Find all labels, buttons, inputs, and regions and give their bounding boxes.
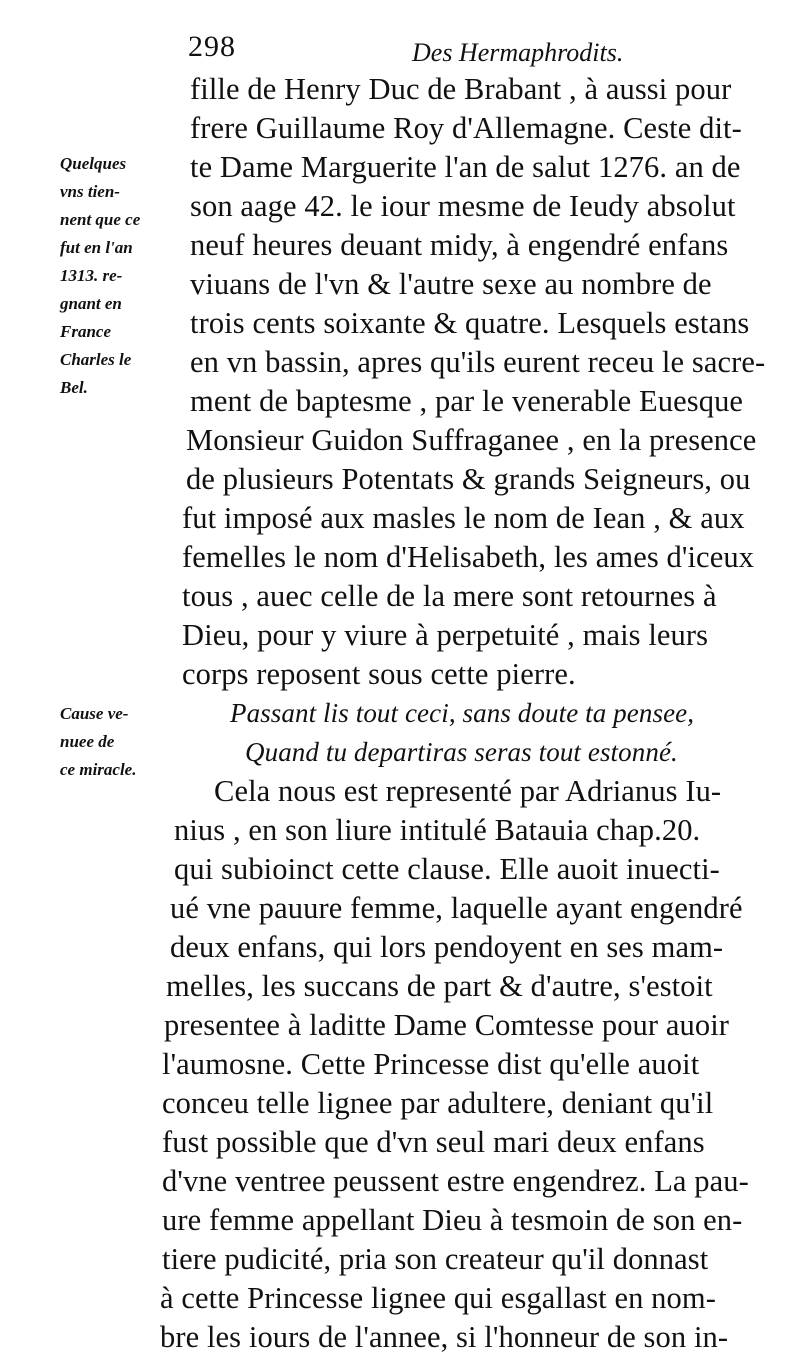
- text-line: fust possible que d'vn seul mari deux enfans: [162, 1125, 705, 1159]
- margin-note-line: vns tien-: [60, 182, 120, 201]
- margin-note-line: Bel.: [60, 378, 88, 397]
- text-line: ué vne pauure femme, laquelle ayant engendré: [170, 891, 743, 925]
- text-line: fille de Henry Duc de Brabant , à aussi pour: [190, 72, 732, 106]
- page-number: 298: [188, 30, 236, 63]
- text-line: melles, les succans de part & d'autre, s'estoit: [166, 969, 713, 1003]
- margin-note-line: 1313. re-: [60, 266, 123, 285]
- text-line: fut imposé aux masles le nom de Iean , & aux: [182, 501, 745, 535]
- margin-note-line: nuee de: [60, 732, 115, 751]
- text-line: à cette Princesse lignee qui esgallast en nom-: [160, 1281, 716, 1315]
- verse-line: Passant lis tout ceci, sans doute ta pensee,: [230, 698, 695, 728]
- text-line: Dieu, pour y viure à perpetuité , mais leurs: [182, 618, 709, 652]
- text-line: ment de baptesme , par le venerable Euesque: [190, 384, 744, 418]
- text-line: en vn bassin, apres qu'ils eurent receu le sacre-: [190, 345, 766, 379]
- text-line: son aage 42. le iour mesme de Ieudy absolut: [190, 189, 736, 223]
- text-line: Monsieur Guidon Suffraganee , en la presence: [186, 423, 757, 457]
- text-line: d'vne ventree peussent estre engendrez. La pau-: [162, 1164, 749, 1198]
- margin-note-line: ce miracle.: [60, 760, 137, 779]
- running-head: Des Hermaphrodits.: [412, 38, 624, 67]
- text-line: frere Guillaume Roy d'Allemagne. Ceste dit-: [190, 111, 742, 145]
- text-line: neuf heures deuant midy, à engendré enfans: [190, 228, 729, 262]
- text-line: ure femme appellant Dieu à tesmoin de son en-: [162, 1203, 743, 1237]
- text-line: tiere pudicité, pria son createur qu'il donnast: [162, 1242, 709, 1276]
- margin-note-line: France: [60, 322, 111, 341]
- margin-note-line: Charles le: [60, 350, 132, 369]
- text-line: trois cents soixante & quatre. Lesquels estans: [190, 306, 750, 340]
- text-line: tous , auec celle de la mere sont retournes à: [182, 579, 717, 613]
- text-line: de plusieurs Potentats & grands Seigneurs, ou: [186, 462, 751, 496]
- body-text: [160, 70, 775, 1357]
- margin-note-line: nent que ce: [60, 210, 141, 229]
- text-line: te Dame Marguerite l'an de salut 1276. an de: [190, 150, 741, 184]
- margin-note-line: Cause ve-: [60, 704, 129, 723]
- text-line: l'aumosne. Cette Princesse dist qu'elle auoit: [162, 1047, 700, 1081]
- text-line: deux enfans, qui lors pendoyent en ses mam-: [170, 930, 724, 964]
- text-line: qui subioinct cette clause. Elle auoit inuecti-: [174, 852, 720, 886]
- margin-note-line: gnant en: [60, 294, 122, 313]
- text-line: presentee à laditte Dame Comtesse pour auoir: [164, 1008, 730, 1042]
- text-line: bre les iours de l'annee, si l'honneur de son in-: [160, 1320, 729, 1354]
- text-line: viuans de l'vn & l'autre sexe au nombre de: [190, 267, 712, 301]
- text-line: corps reposent sous cette pierre.: [182, 657, 576, 691]
- margin-note-line: Quelques: [60, 154, 127, 173]
- margin-note-line: fut en l'an: [60, 238, 133, 257]
- text-line: conceu telle lignee par adultere, deniant qu'il: [162, 1086, 714, 1120]
- text-line: femelles le nom d'Helisabeth, les ames d'iceux: [182, 540, 755, 574]
- text-line: Cela nous est representé par Adrianus Iu-: [214, 774, 722, 808]
- verse-line: Quand tu departiras seras tout estonné.: [245, 737, 678, 767]
- text-line: nius , en son liure intitulé Batauia chap.20.: [174, 813, 701, 847]
